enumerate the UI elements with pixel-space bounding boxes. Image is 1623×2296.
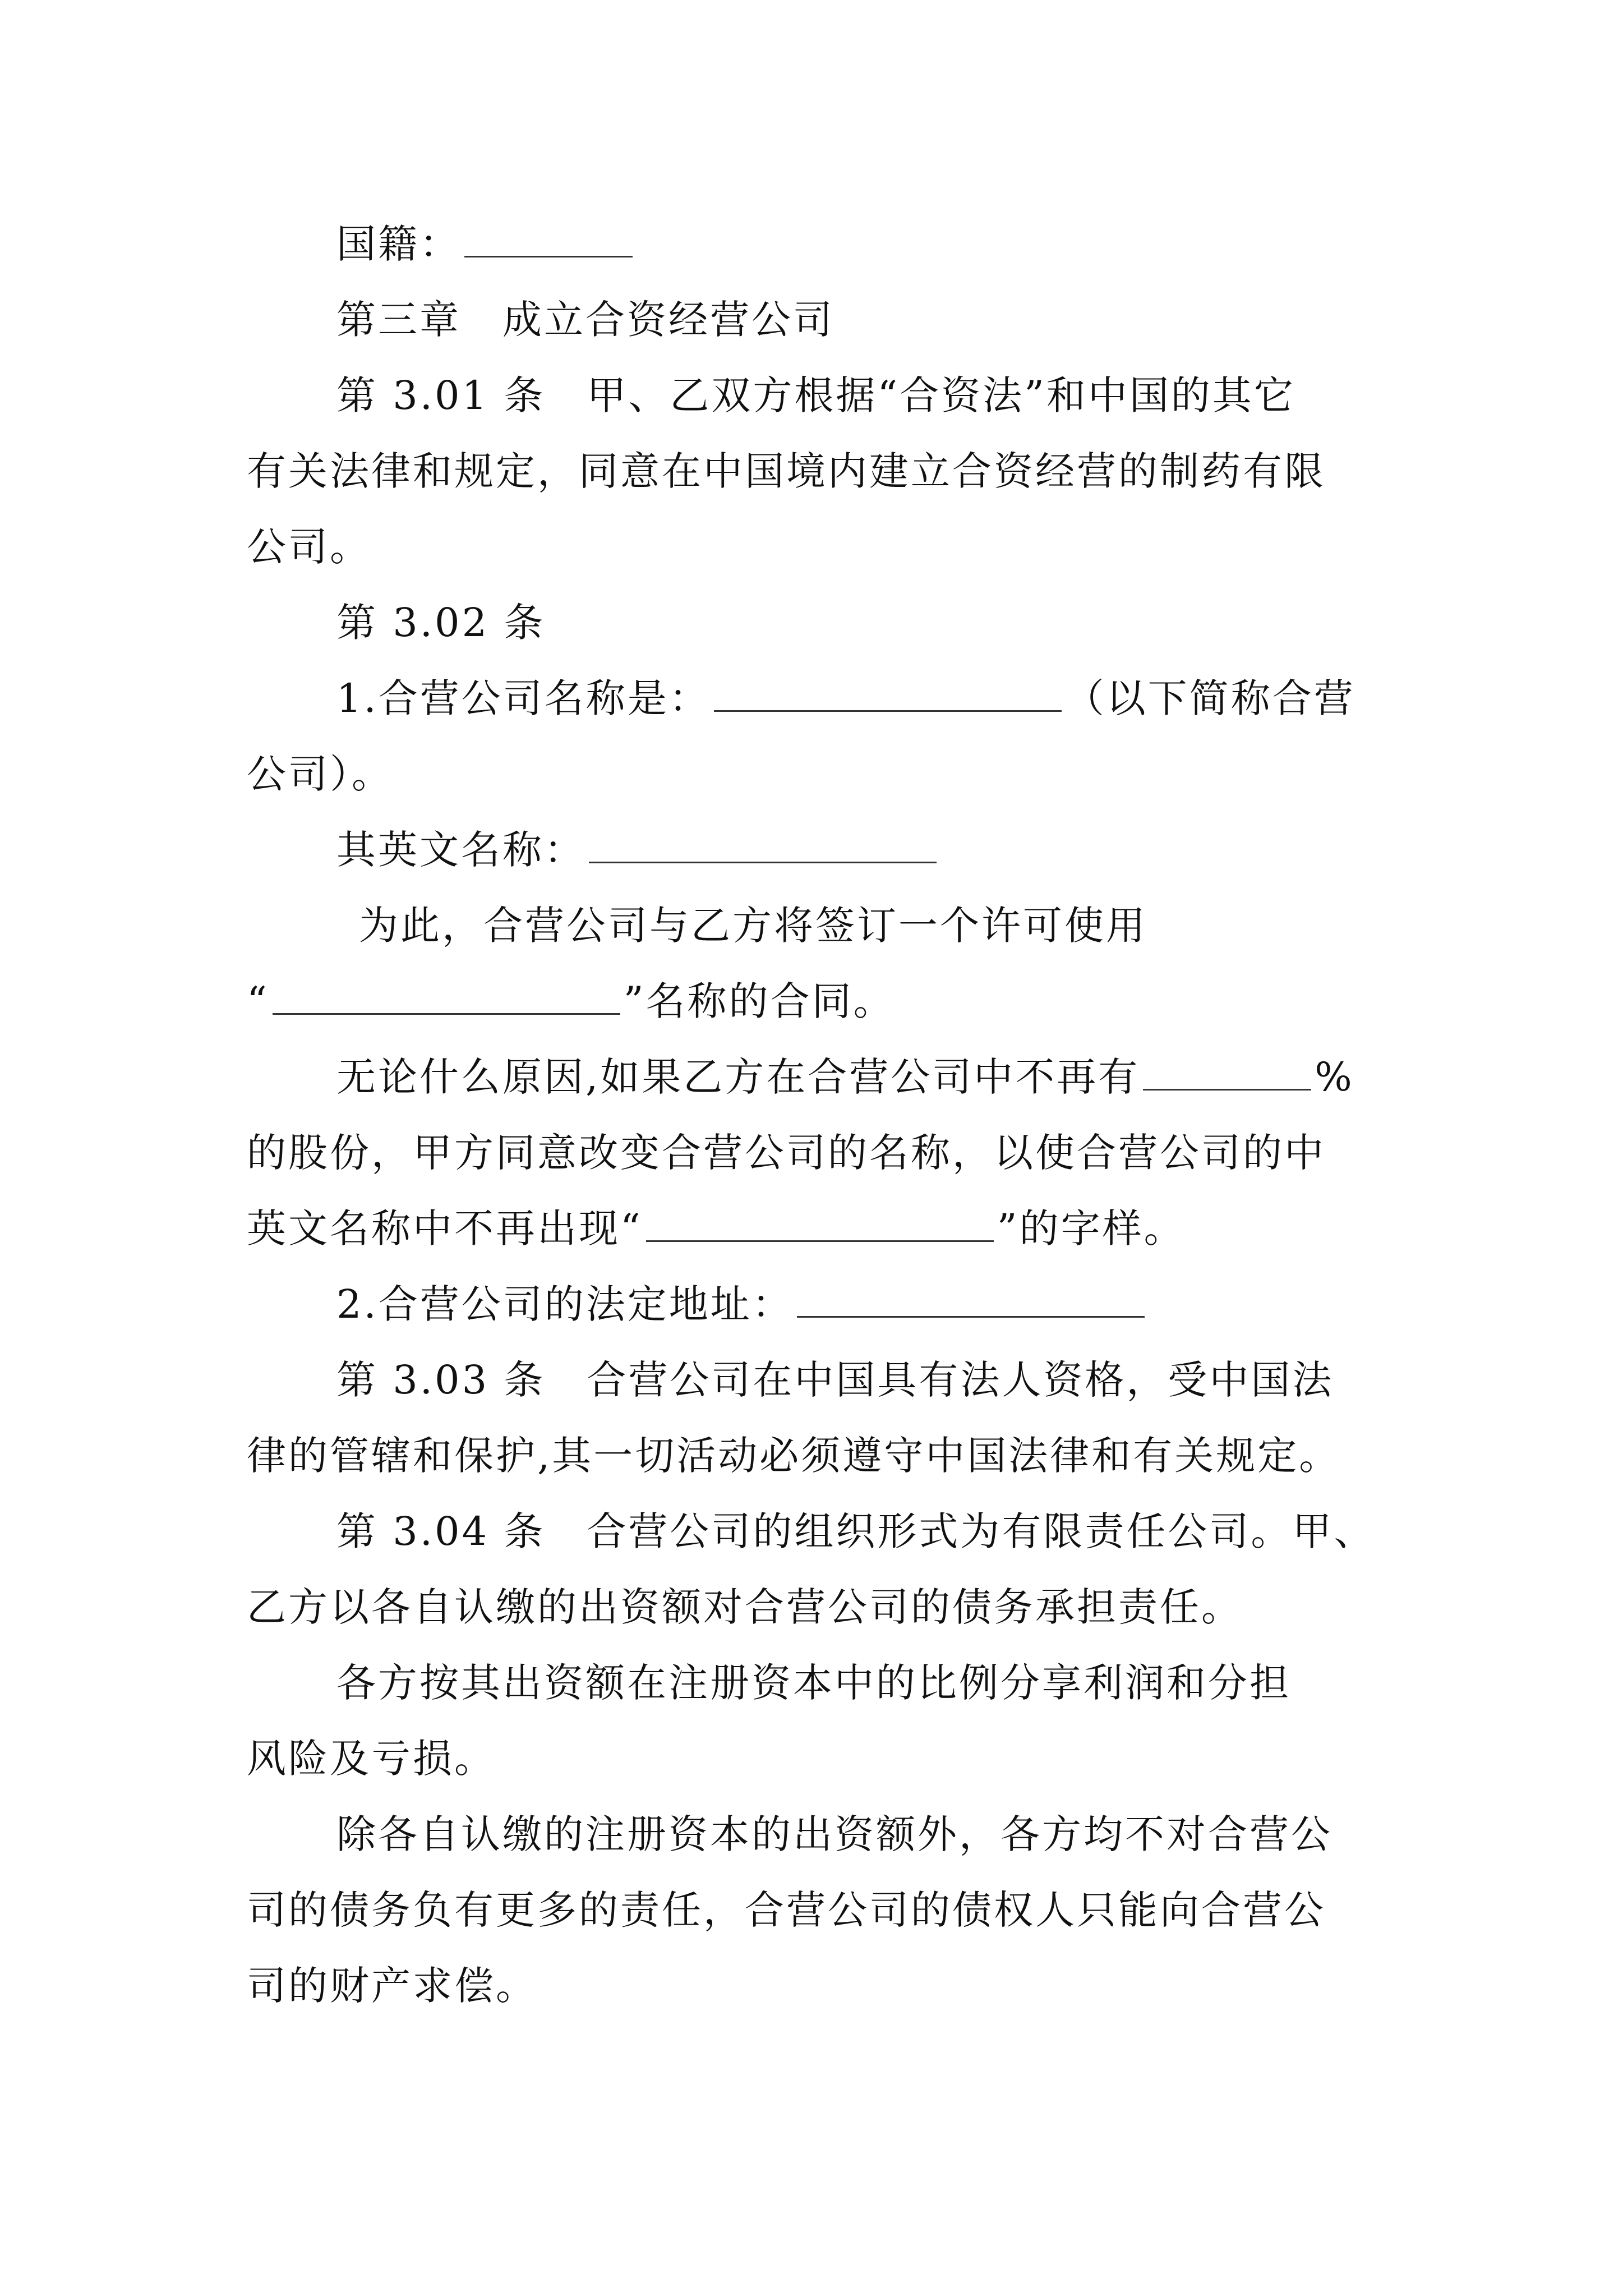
rename-line-1 <box>336 1049 1354 1105</box>
english-name-label: 其英文名称： <box>336 827 585 873</box>
rename-suffix: ”的字样。 <box>997 1205 1186 1251</box>
nationality-line <box>336 216 636 272</box>
article-3-04-line-2: 乙方以各自认缴的出资额对合营公司的债务承担责任。 <box>247 1584 1243 1630</box>
english-name-blank[interactable] <box>589 827 937 863</box>
rename-line-2: 的股份，甲方同意改变合营公司的名称，以使合营公司的中 <box>247 1130 1326 1176</box>
english-name-line <box>336 822 940 878</box>
address-label: 2.合营公司的法定地址： <box>336 1281 794 1327</box>
license-name-blank[interactable] <box>273 978 620 1015</box>
article-3-03-line-2: 律的管辖和保护,其一切活动必须遵守中国法律和有关规定。 <box>247 1433 1341 1479</box>
license-open-quote: “ <box>247 978 269 1024</box>
percent-blank[interactable] <box>1143 1054 1311 1091</box>
company-name-line <box>336 670 1355 726</box>
license-suffix: ”名称的合同。 <box>623 978 895 1024</box>
article-3-04-line-1: 第 3.04 条 合营公司的组织形式为有限责任公司。甲、 <box>336 1508 1376 1554</box>
nationality-blank[interactable] <box>464 221 633 257</box>
article-3-03-line-1: 第 3.03 条 合营公司在中国具有法人资格，受中国法 <box>336 1357 1334 1403</box>
article-3-01-line-2: 有关法律和规定，同意在中国境内建立合资经营的制药有限 <box>247 448 1326 494</box>
brand-blank[interactable] <box>646 1205 994 1242</box>
liability-line-2: 司的债务负有更多的责任，合营公司的债权人只能向合营公 <box>247 1887 1326 1933</box>
company-name-blank[interactable] <box>714 675 1062 712</box>
license-line-2 <box>247 973 895 1029</box>
address-line <box>336 1276 1148 1332</box>
nationality-label: 国籍： <box>336 221 461 267</box>
address-blank[interactable] <box>797 1281 1145 1318</box>
percent-sign: % <box>1315 1054 1354 1100</box>
liability-line-3: 司的财产求偿。 <box>247 1963 537 2009</box>
rename-text-3: 英文名称中不再出现“ <box>247 1205 643 1251</box>
license-line-1: 为此，合营公司与乙方将签订一个许可使用 <box>359 903 1147 949</box>
share-line-2: 风险及亏损。 <box>247 1736 496 1782</box>
article-3-02-heading: 第 3.02 条 <box>336 600 546 646</box>
article-3-01-line-3: 公司。 <box>247 524 371 570</box>
rename-line-3 <box>247 1200 1186 1257</box>
share-line-1: 各方按其出资额在注册资本中的比例分享利润和分担 <box>336 1660 1291 1706</box>
company-name-suffix: （以下简称合营 <box>1064 675 1355 721</box>
chapter-heading: 第三章 成立合资经营公司 <box>336 297 834 343</box>
company-name-line-2: 公司）。 <box>247 751 393 797</box>
liability-line-1: 除各自认缴的注册资本的出资额外，各方均不对合营公 <box>336 1811 1332 1857</box>
rename-text: 无论什么原因,如果乙方在合营公司中不再有 <box>336 1054 1140 1100</box>
company-name-label: 1.合营公司名称是： <box>336 675 711 721</box>
article-3-01-line-1: 第 3.01 条 甲、乙双方根据“合资法”和中国的其它 <box>336 372 1295 418</box>
